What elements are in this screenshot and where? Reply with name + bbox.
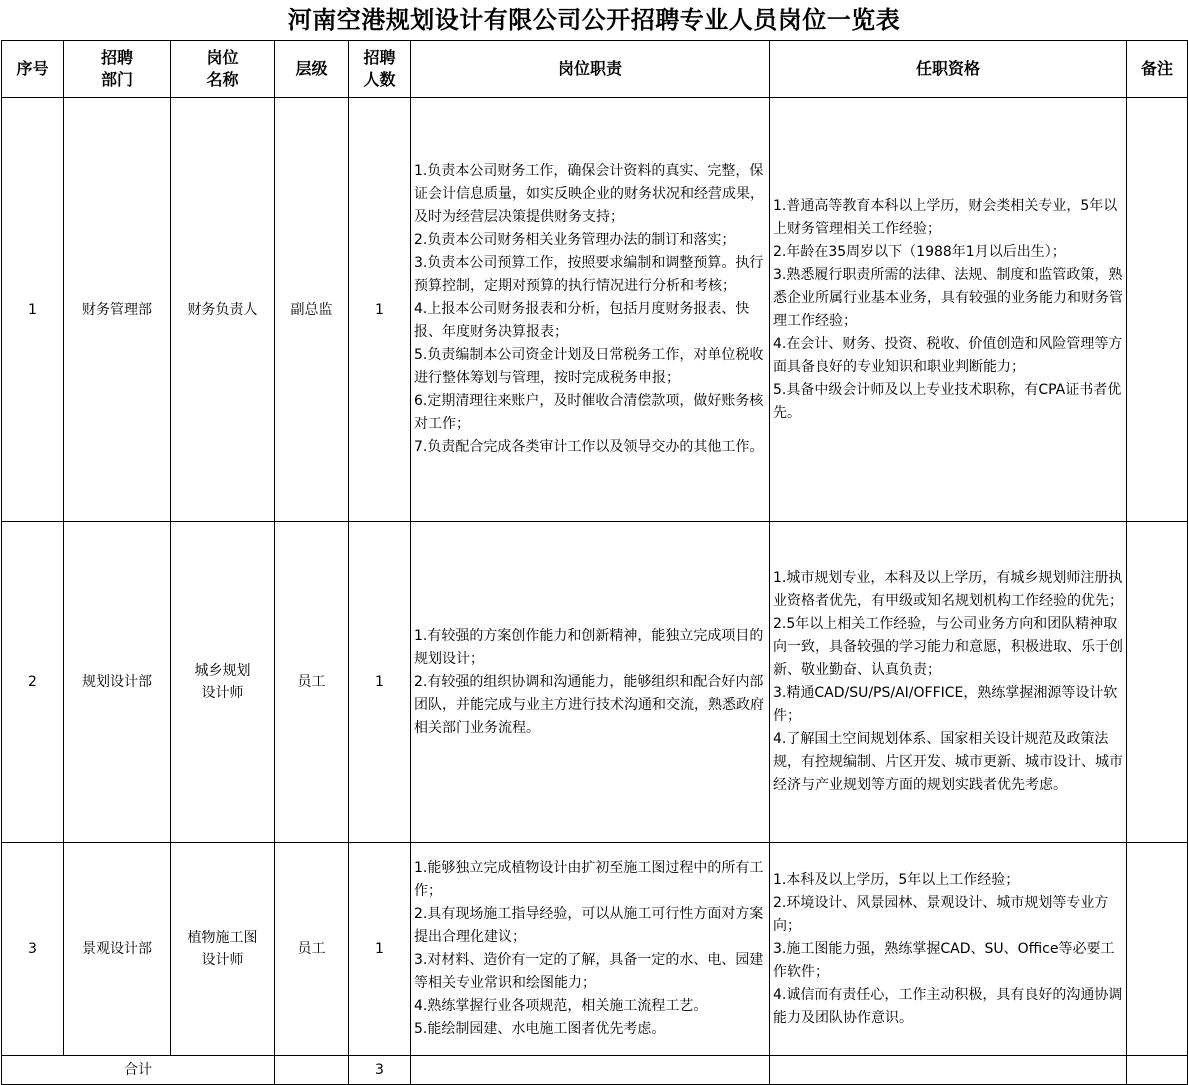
text-line: 4.在会计、财务、投资、税收、价值创造和风险管理等方面具备良好的专业知识和职业判断能力； [773, 335, 1123, 375]
text-line: 1.本科及以上学历，5年以上工作经验； [773, 871, 1020, 888]
row-position-line1: 财务负责人 [187, 301, 258, 318]
header-position-line2: 名称 [206, 70, 239, 89]
total-level-empty [275, 1056, 349, 1085]
header-count-line1: 招聘 [363, 48, 396, 67]
header-dept-line1: 招聘 [100, 48, 133, 67]
row-dept: 规划设计部 [64, 522, 171, 843]
row-level: 副总监 [275, 98, 349, 522]
total-row [2, 1056, 1188, 1085]
text-line: 1.有较强的方案创作能力和创新精神，能独立完成项目的规划设计； [414, 627, 764, 667]
header-qualifications: 任职资格 [770, 41, 1127, 98]
header-dept-line2: 部门 [100, 70, 133, 89]
text-line: 5.负责编制本公司资金计划及日常税务工作，对单位税收进行整体筹划与管理，按时完成税务申报； [414, 347, 764, 386]
total-label: 合计 [2, 1056, 275, 1085]
header-duties: 岗位职责 [411, 41, 770, 98]
text-line: 3.负责本公司预算工作，按照要求编制和调整预算。执行预算控制，定期对预算的执行情况进行分析和考核； [414, 255, 764, 294]
row-index: 1 [2, 98, 64, 522]
row-position-line1: 植物施工图 [187, 930, 258, 946]
text-line: 3.精通CAD/SU/PS/AI/OFFICE，熟练掌握湘源等设计软件； [773, 685, 1118, 724]
header-count [349, 41, 411, 98]
row-duties [411, 98, 770, 522]
row-position-line1: 城乡规划 [194, 663, 251, 679]
text-line: 4.诚信而有责任心，工作主动积极，具有良好的沟通协调能力及团队协作意识。 [773, 986, 1123, 1026]
row-count: 1 [349, 522, 411, 843]
text-line: 4.熟练掌握行业各项规范，相关施工流程工艺。 [414, 998, 708, 1014]
row-position [171, 98, 275, 522]
row-dept: 财务管理部 [64, 98, 171, 522]
row-qualifications [770, 98, 1127, 522]
text-line: 3.对材料、造价有一定的了解，具备一定的水、电、园建等相关专业常识和绘图能力； [414, 952, 764, 991]
total-duties-empty [411, 1056, 770, 1085]
row-dept: 景观设计部 [64, 843, 171, 1056]
header-row [2, 41, 1188, 98]
text-line: 1.普通高等教育本科以上学历，财会类相关专业，5年以上财务管理相关工作经验； [773, 197, 1118, 237]
row-duties [411, 522, 770, 843]
text-line: 3.熟悉履行职责所需的法律、法规、制度和监管政策，熟悉企业所属行业基本业务，具有较强的业务能力和财务管理工作经验； [773, 266, 1123, 329]
row-position [171, 843, 275, 1056]
text-line: 3.施工图能力强，熟练掌握CAD、SU、Office等必要工作软件； [773, 940, 1115, 980]
text-line: 6.定期清理往来账户，及时催收合清偿款项，做好账务核对工作； [414, 393, 764, 432]
row-position [171, 522, 275, 843]
positions-table [1, 40, 1188, 1085]
header-notes: 备注 [1127, 41, 1188, 98]
text-line: 2.具有现场施工指导经验，可以从施工可行性方面对方案提出合理化建议； [414, 906, 764, 945]
table-row [2, 843, 1188, 1056]
row-index: 3 [2, 843, 64, 1056]
row-notes [1127, 522, 1188, 843]
row-position-line2: 设计师 [201, 952, 244, 968]
header-index: 序号 [2, 41, 64, 98]
row-duties [411, 843, 770, 1056]
text-line: 2.环境设计、风景园林、景观设计、城市规划等专业方向； [773, 894, 1109, 934]
text-line: 5.具备中级会计师及以上专业技术职称，有CPA证书者优先。 [773, 381, 1122, 421]
total-notes-empty [1127, 1056, 1188, 1085]
header-position [171, 41, 275, 98]
header-position-line1: 岗位 [206, 48, 239, 67]
text-line: 2.有较强的组织协调和沟通能力，能够组织和配合好内部团队，并能完成与业主方进行技术沟通和交流，熟悉政府相关部门业务流程。 [414, 673, 764, 736]
row-notes [1127, 843, 1188, 1056]
total-quals-empty [770, 1056, 1127, 1085]
text-line: 2.5年以上相关工作经验，与公司业务方向和团队精神取向一致，具备较强的学习能力和意愿，积极进取、乐于创新、敬业勤奋、认真负责； [773, 616, 1123, 678]
text-line: 1.城市规划专业，本科及以上学历，有城乡规划师注册执业资格者优先，有甲级或知名规划机构工作经验的优先； [773, 570, 1123, 609]
header-dept [64, 41, 171, 98]
row-qualifications [770, 843, 1127, 1056]
row-position-line2: 设计师 [201, 685, 244, 701]
table-row [2, 522, 1188, 843]
header-level: 层级 [275, 41, 349, 98]
row-level: 员工 [275, 522, 349, 843]
text-line: 4.上报本公司财务报表和分析，包括月度财务报表、快报、年度财务决算报表； [414, 301, 750, 340]
row-count: 1 [349, 843, 411, 1056]
text-line: 1.能够独立完成植物设计由扩初至施工图过程中的所有工作； [414, 860, 764, 899]
header-count-line2: 人数 [363, 70, 396, 89]
text-line: 4.了解国土空间规划体系、国家相关设计规范及政策法规，有控规编制、片区开发、城市更新、城市设计、城市经济与产业规划等方面的规划实践者优先考虑。 [773, 731, 1123, 793]
text-line: 2.年龄在35周岁以下（1988年1月以后出生）； [773, 243, 1066, 260]
total-count: 3 [349, 1056, 411, 1085]
row-level: 员工 [275, 843, 349, 1056]
row-count: 1 [349, 98, 411, 522]
text-line: 7.负责配合完成各类审计工作以及领导交办的其他工作。 [414, 439, 764, 455]
row-index: 2 [2, 522, 64, 843]
table-row [2, 98, 1188, 522]
page-title: 河南空港规划设计有限公司公开招聘专业人员岗位一览表 [287, 6, 901, 34]
text-line: 5.能绘制园建、水电施工图者优先考虑。 [414, 1021, 666, 1037]
row-notes [1127, 98, 1188, 522]
text-line: 1.负责本公司财务工作，确保会计资料的真实、完整，保证会计信息质量，如实反映企业的财务状况和经营成果，及时为经营层决策提供财务支持； [414, 163, 764, 225]
row-qualifications [770, 522, 1127, 843]
text-line: 2.负责本公司财务相关业务管理办法的制订和落实； [414, 232, 736, 248]
